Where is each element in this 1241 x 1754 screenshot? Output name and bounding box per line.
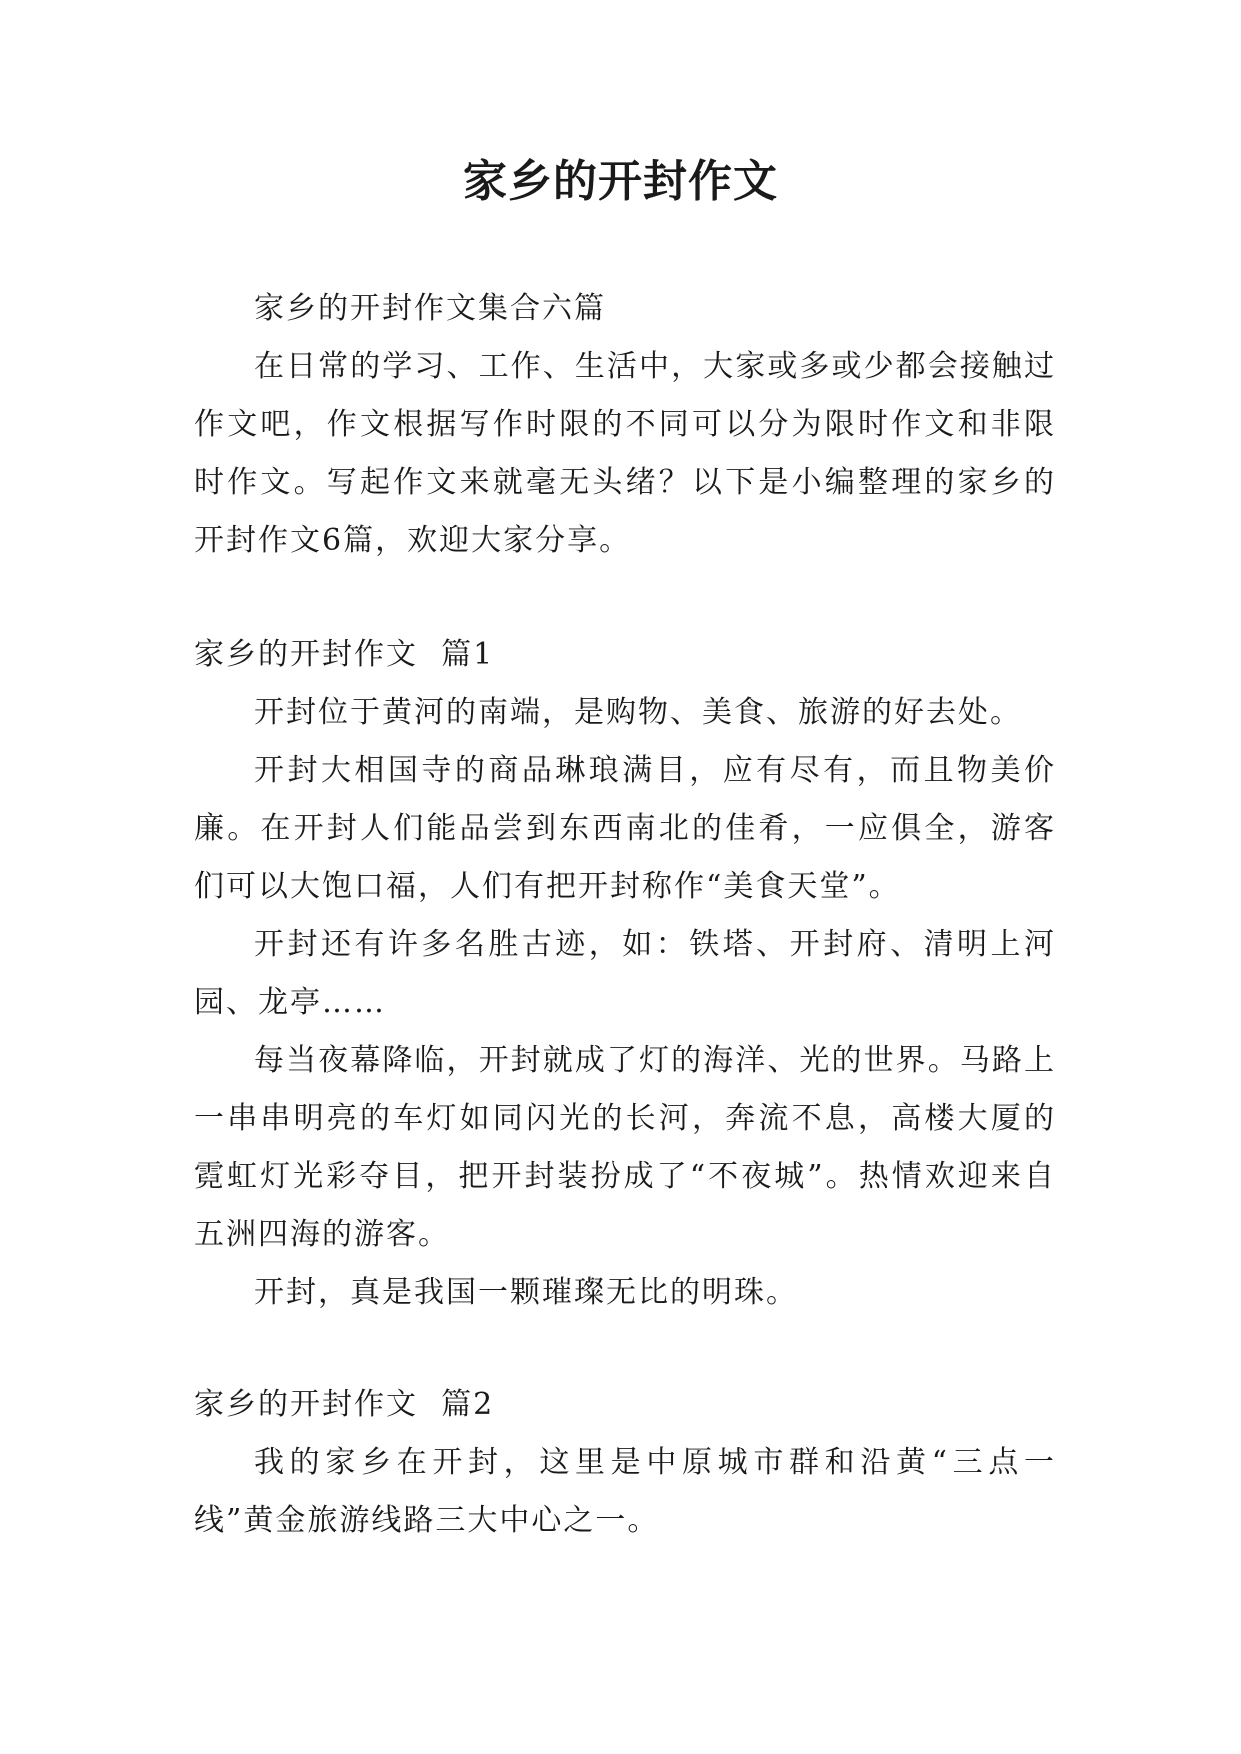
essay-section-1 — [194, 626, 1056, 1322]
section-paragraph: 每当夜幕降临，开封就成了灯的海洋、光的世界。马路上一串串明亮的车灯如同闪光的长河，奔流不息，高楼大厦的霓虹灯光彩夺目，把开封装扮成了“不夜城”。热情欢迎来自五洲四海的游客。 — [194, 1043, 1056, 1252]
section-heading: 家乡的开封作文 篇2 — [194, 1387, 495, 1422]
section-paragraph: 开封还有许多名胜古迹，如：铁塔、开封府、清明上河园、龙亭…… — [194, 927, 1056, 1020]
section-paragraph: 开封大相国寺的商品琳琅满目，应有尽有，而且物美价廉。在开封人们能品尝到东西南北的佳肴，一应俱全，游客们可以大饱口福，人们有把开封称作“美食天堂”。 — [194, 753, 1056, 904]
section-heading: 家乡的开封作文 篇1 — [194, 637, 495, 672]
section-paragraph: 开封位于黄河的南端，是购物、美食、旅游的好去处。 — [254, 695, 1022, 730]
intro-paragraph: 家乡的开封作文集合六篇 — [254, 291, 606, 326]
document-body — [194, 280, 1056, 1550]
spacer — [194, 1322, 1056, 1376]
section-paragraph: 开封，真是我国一颗璀璨无比的明珠。 — [254, 1275, 798, 1310]
spacer — [194, 570, 1056, 626]
intro-paragraph: 在日常的学习、工作、生活中，大家或多或少都会接触过作文吧，作文根据写作时限的不同可以分为限时作文和非限时作文。写起作文来就毫无头绪？以下是小编整理的家乡的开封作文6篇，欢迎大家分享。 — [194, 349, 1056, 558]
section-paragraph: 我的家乡在开封，这里是中原城市群和沿黄“三点一线”黄金旅游线路三大中心之一。 — [194, 1445, 1056, 1538]
document-title: 家乡的开封作文 — [463, 156, 778, 207]
essay-section-2 — [194, 1376, 1056, 1550]
